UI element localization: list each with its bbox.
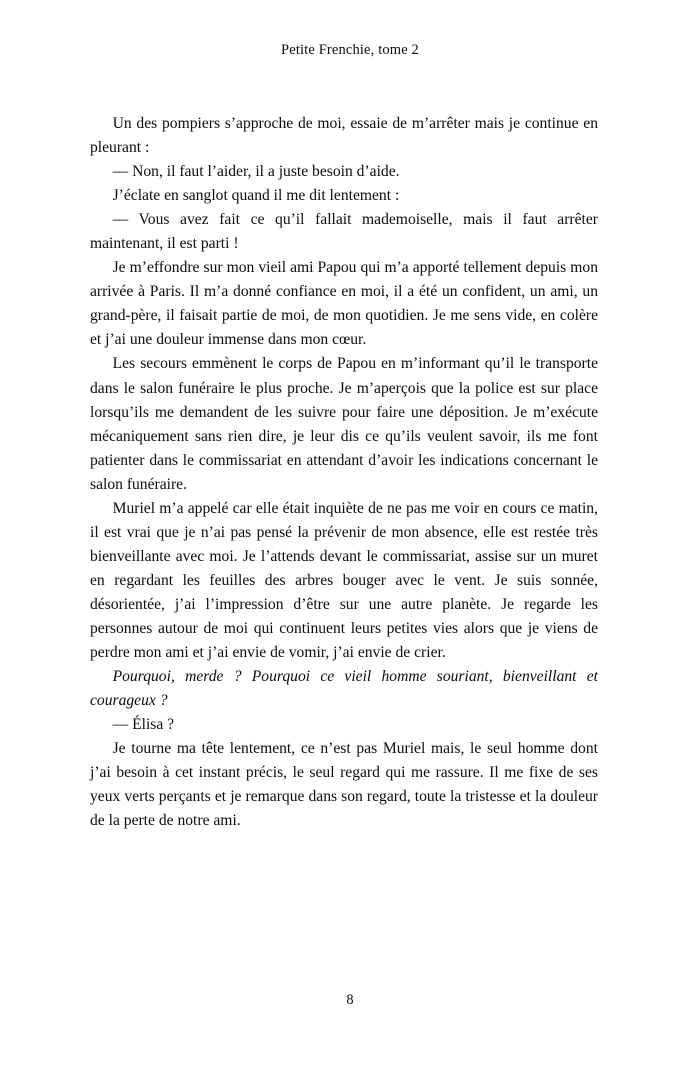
paragraph: — Élisa ? <box>112 716 175 734</box>
paragraph: Les secours emmènent le corps de Papou en m’informant qu’il le transporte dans le salon funéraire le plus proche. Je m’aperçois que la police est sur place lorsqu’ils me demandent de les suivre pour faire une déposition. Je m’exécute mécaniquement sans rien dire, je leur dis ce qu’ils veulent savoir, ils me font patienter dans le commissariat en attendant d’avoir les indications concernant le salon funéraire. <box>90 355 598 493</box>
paragraph: — Vous avez fait ce qu’il fallait mademoiselle, mais il faut arrêter maintenant, il est parti ! <box>90 211 598 253</box>
running-header: Petite Frenchie, tome 2 <box>281 42 419 58</box>
paragraph-inner-thought: Pourquoi, merde ? Pourquoi ce vieil homme souriant, bienveillant et courageux ? <box>90 668 598 710</box>
paragraph: — Non, il faut l’aider, il a juste besoin d’aide. <box>112 163 400 181</box>
paragraph: J’éclate en sanglot quand il me dit lentement : <box>112 187 400 205</box>
paragraph: Je m’effondre sur mon vieil ami Papou qui m’a apporté tellement depuis mon arrivée à Paris. Il m’a donné confiance en moi, il a été un confident, un ami, un grand-père, il faisait partie de moi, de mon quotidien. Je me sens vide, en colère et j’ai une douleur immense dans mon cœur. <box>90 259 598 349</box>
paragraph: Muriel m’a appelé car elle était inquiète de ne pas me voir en cours ce matin, il est vrai que je n’ai pas pensé la prévenir de mon absence, elle est restée très bienveillante avec moi. Je l’attends devant le commissariat, assise sur un muret en regardant les feuilles des arbres bouger avec le vent. Je suis sonnée, désorientée, j’ai l’impression d’être sur une autre planète. Je regarde les personnes autour de moi qui continuent leurs petites vies alors que je viens de perdre mon ami et j’ai envie de vomir, j’ai envie de crier. <box>90 499 598 662</box>
paragraph: Un des pompiers s’approche de moi, essaie de m’arrêter mais je continue en pleurant : <box>90 115 598 157</box>
body-text-column <box>90 112 598 833</box>
paragraph: Je tourne ma tête lentement, ce n’est pas Muriel mais, le seul homme dont j’ai besoin à cet instant précis, le seul regard qui me rassure. Il me fixe de ses yeux verts perçants et je remarque dans son regard, toute la tristesse et la douleur de la perte de notre ami. <box>90 740 598 830</box>
page-number: 8 <box>346 992 354 1008</box>
